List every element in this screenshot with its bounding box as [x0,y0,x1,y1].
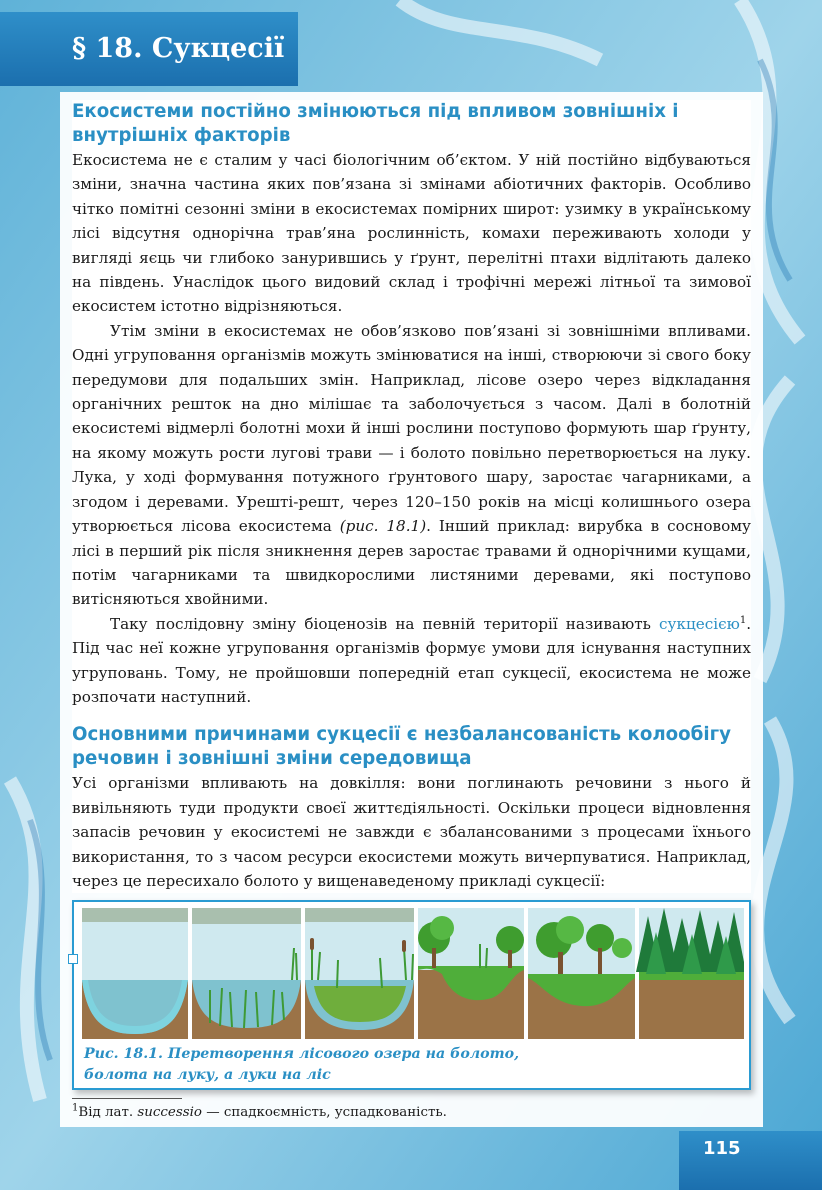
stage-meadow-shrubs [418,908,524,1039]
footnote-marker[interactable]: 1 [739,614,747,626]
term-succession-link[interactable]: сукцесією [659,614,740,633]
footnote-prefix: Від лат. [78,1105,138,1120]
caption-line-1: Рис. 18.1. Перетворення лісового озера на болото, [84,1046,520,1062]
section-heading-2: Основними причинами сукцесії є незбалансованість колообігу речовин і зовнішні зміни середовища [72,724,731,770]
paragraph-2-text-b: . Інший приклад: вирубка в сосновому лісі в перший рік після зникнення дерев заростає травами й однорічними кущами, потім чагарниками та швидкорослими листяними деревами, які поступово витісняються хвойними. [72,517,751,609]
footnote [72,1103,447,1123]
section-heading-1: Екосистеми постійно змінюються під впливом зовнішніх і внутрішніх факторів [72,101,679,146]
footnote-divider [72,1098,182,1099]
main-text [72,100,751,893]
paragraph-3-text-b: . Під час неї кожне угруповання організмів формує умови для існування наступних угруповань. Тому, не пройшовши попередній етап сукцесії, екосистема не може розпочати наступний. [72,614,752,706]
resize-handle[interactable] [68,954,78,964]
paragraph-2-text-a: Утім зміни в екосистемах не обов’язково пов’язані зі зовнішніми впливами. Одні угруповання організмів можуть змінюватися на інші, створюючи зі свого боку передумови для подальших змін. Наприклад, лісове озеро через відкладання органічних решток на дно мілішає та заболочується з часом. Далі в болотній екосистемі відмерлі болотні мохи й інші рослини поступово формують шар ґрунту, на якому можуть рости лугові трави — і болото повільно перетворюється на луку. Лука, у ході формування потужного ґрунтового шару, заростає чагарниками, а згодом і деревами. Урешті-решт, через 120–150 років на місці колишнього озера утворюється лісова екосистема [72,321,751,536]
stage-swamp [305,908,414,1039]
paragraph-3-text-a: Таку послідовну зміну біоценозів на певній території називають [110,614,651,633]
footnote-suffix: — спадкоємність, успадкованість. [201,1105,447,1120]
stage-shallow-lake [192,908,301,1039]
paragraph-2 [72,319,751,612]
paragraph-4: Усі організми впливають на довкілля: вони поглинають речовини з нього й вивільняють туди продукти своєї життєдіяльності. Оскільки процеси відновлення запасів речовин у екосистемі не завжди є збалансованими з процесами їхнього використання, то з часом ресурси екосистеми можуть вичерпуватися. Наприклад, через це пересихало болото у вищенаведеному прикладі сукцесії: [72,774,751,890]
stage-lake [82,908,188,1039]
paragraph-3 [72,612,751,710]
figure-reference[interactable]: (рис. 18.1) [339,517,427,536]
succession-illustration [82,908,744,1039]
stage-forest [636,908,744,1039]
page-title: § 18. Сукцесії [0,12,298,86]
footnote-latin-word: successio [137,1105,202,1120]
stage-meadow-trees [528,908,635,1039]
caption-line-2: болота на луку, а луки на ліс [84,1067,331,1083]
figure-caption [84,1044,684,1086]
paragraph-1: Екосистема не є сталим у часі біологічним об’єктом. У ній постійно відбуваються зміни, значна частина яких пов’язана зі змінами абіотичних факторів. Особливо чітко помітні сезонні зміни в екосистемах помірних широт: узимку в українському лісі відсутня однорічна трав’яна рослинність, комахи переживають холоди у вигляді яєць чи глибоко занурившись у ґрунт, перелітні птахи відлітають далеко на південь. Унаслідок цього видовий склад і трофічні мережі літньої та зимової екосистем істотно відрізняються. [72,151,751,316]
figure-18-1 [72,900,751,1090]
page-number: 115 [679,1131,822,1190]
footnote-number: 1 [72,1102,79,1114]
